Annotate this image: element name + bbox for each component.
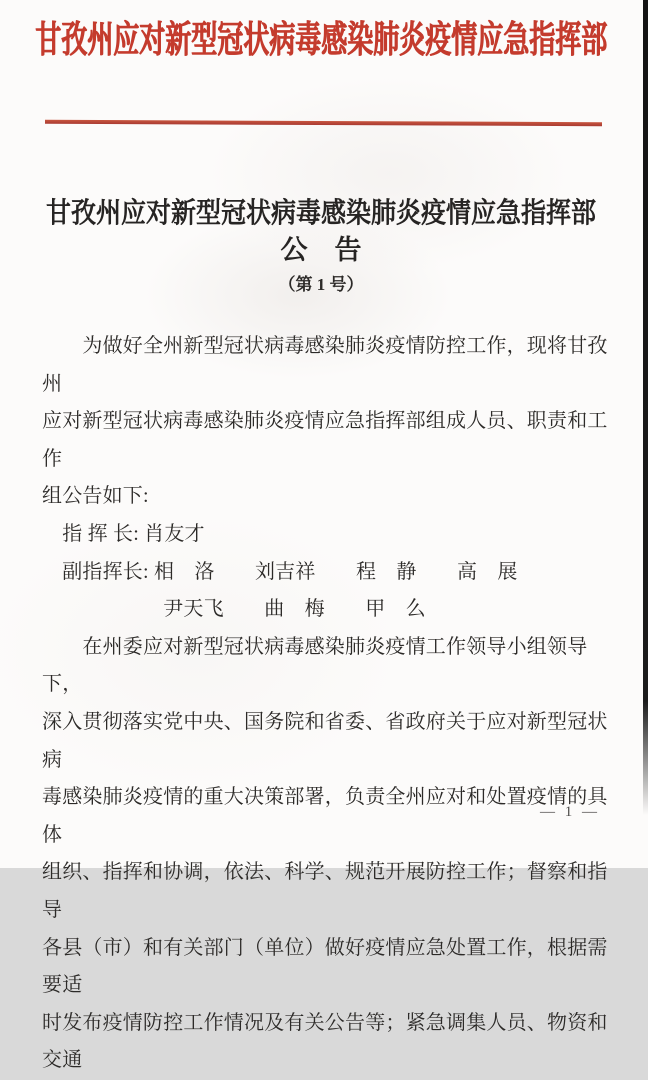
- document-body: [42, 328, 616, 1080]
- document-title-text: 甘孜州应对新型冠状病毒感染肺炎疫情应急指挥部: [45, 198, 596, 229]
- commander-line: 指 挥 长: 肖友才: [42, 522, 205, 545]
- body-line: 组织、指挥和协调，依法、科学、规范开展防控工作；督察和指导: [42, 861, 608, 921]
- letterhead-divider-line: [45, 120, 602, 126]
- body-line: 应对新型冠状病毒感染肺炎疫情应急指挥部组成人员、职责和工作: [42, 410, 608, 470]
- announcement-heading: 公 告: [280, 235, 362, 265]
- body-line: 为做好全州新型冠状病毒感染肺炎疫情防控工作，现将甘孜州: [42, 335, 608, 395]
- deputy-commanders-line-1: 副指挥长: 相 洛 刘吉祥 程 静 高 展: [42, 560, 518, 583]
- body-line: 各县（市）和有关部门（单位）做好疫情应急处置工作，根据需要适: [42, 936, 608, 997]
- deputy-commanders-line-2: 尹天飞 曲 梅 甲 么: [42, 598, 426, 621]
- letterhead-title-text: 甘孜州应对新型冠状病毒感染肺炎疫情应急指挥部: [34, 19, 607, 61]
- document-number: （第 1 号）: [278, 275, 364, 294]
- body-line: 组公告如下:: [42, 485, 149, 508]
- body-line: 深入贯彻落实党中央、国务院和省委、省政府关于应对新型冠状病: [42, 710, 608, 771]
- body-line: 时发布疫情防控工作情况及有关公告等；紧急调集人员、物资和交通: [42, 1011, 608, 1072]
- page-number: — 1 —: [540, 804, 600, 820]
- scan-edge-shadow: [643, 0, 648, 815]
- letterhead-title: [0, 14, 642, 61]
- body-line: 在州委应对新型冠状病毒感染肺炎疫情工作领导小组领导下，: [42, 635, 588, 696]
- body-line: 毒感染肺炎疫情的重大决策部署，负责全州应对和处置疫情的具体: [42, 786, 608, 846]
- document-title: [0, 193, 642, 229]
